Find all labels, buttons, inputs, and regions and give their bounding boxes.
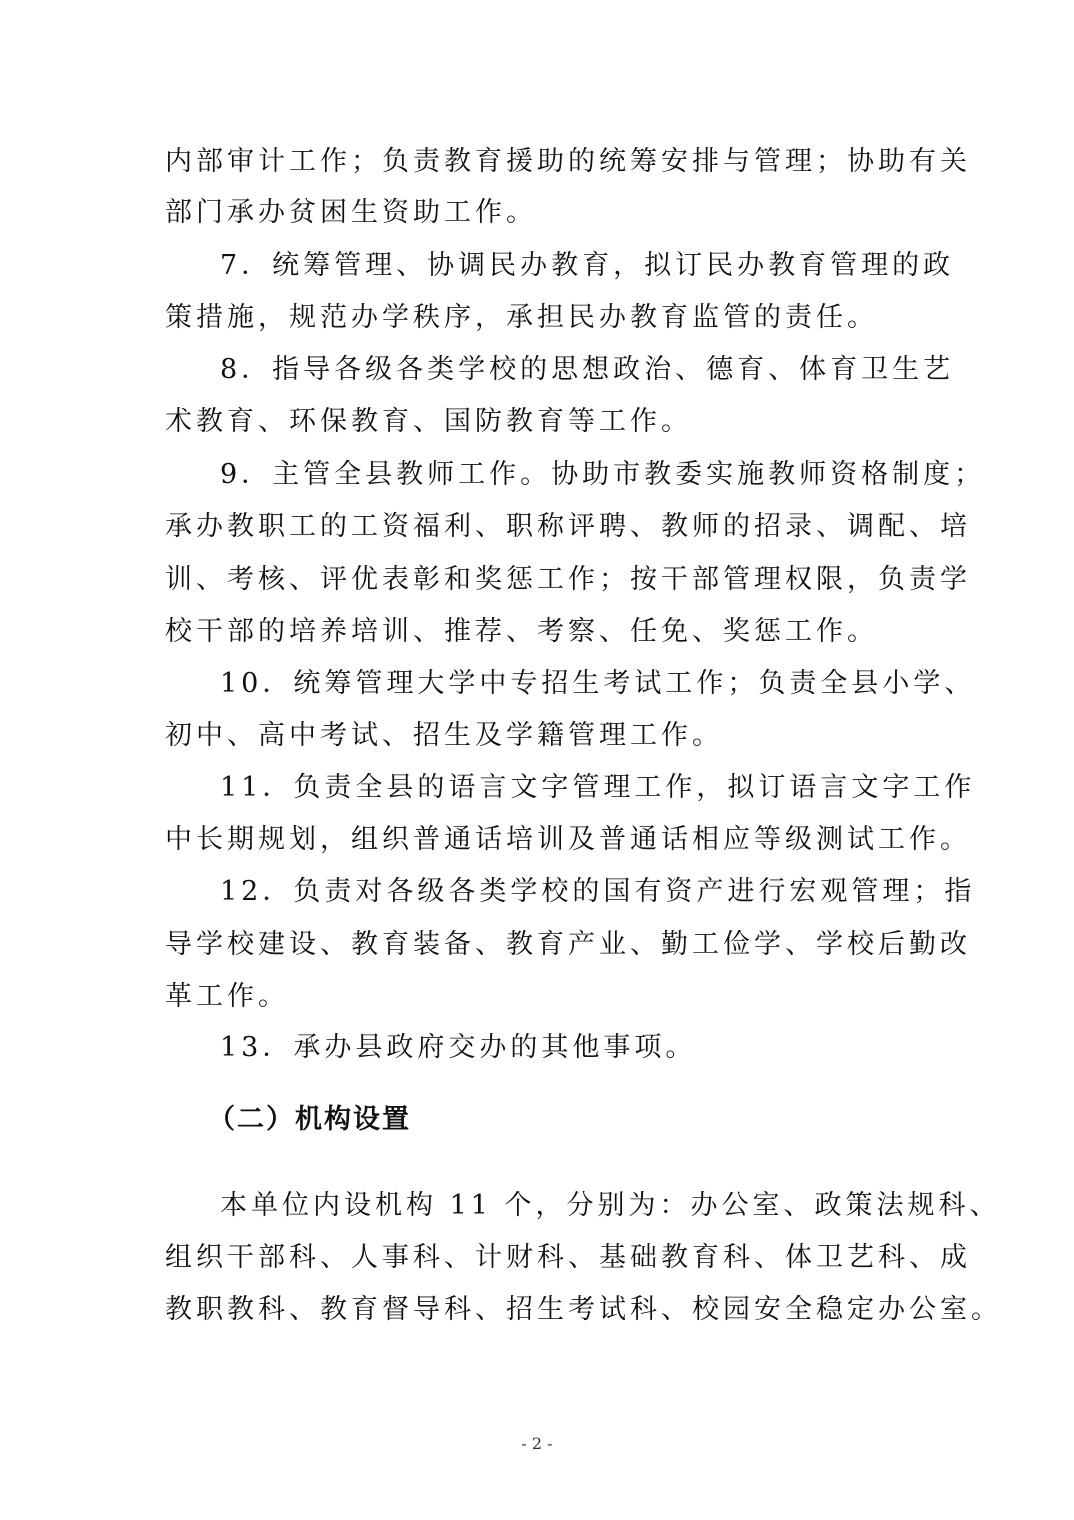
text-line: 教职教科、教育督导科、招生考试科、校园安全稳定办公室。 — [165, 1294, 1002, 1325]
text-line: 9．主管全县教师工作。协助市教委实施教师资格制度； — [220, 459, 986, 490]
text-line: 内部审计工作；负责教育援助的统筹安排与管理；协助有关 — [165, 146, 971, 177]
text-line: 中长期规划，组织普通话培训及普通话相应等级测试工作。 — [165, 824, 971, 855]
text-line: 初中、高中考试、招生及学籍管理工作。 — [165, 720, 723, 751]
text-line: 组织干部科、人事科、计财科、基础教育科、体卫艺科、成 — [165, 1242, 971, 1273]
text-line: 12．负责对各级各类学校的国有资产进行宏观管理；指 — [220, 876, 976, 907]
text-line: 7．统筹管理、协调民办教育，拟订民办教育管理的政 — [220, 250, 955, 281]
text-line: 本单位内设机构 11 个，分别为：办公室、政策法规科、 — [220, 1190, 1001, 1221]
text-line: 部门承办贫困生资助工作。 — [165, 197, 537, 228]
text-line: 13．承办县政府交办的其他事项。 — [220, 1032, 697, 1063]
text-line: 8．指导各级各类学校的思想政治、德育、体育卫生艺 — [220, 354, 955, 385]
text-line: 策措施，规范办学秩序，承担民办教育监管的责任。 — [165, 302, 878, 333]
text-line: 校干部的培养培训、推荐、考察、任免、奖惩工作。 — [165, 616, 878, 647]
text-line: 10．统筹管理大学中专招生考试工作；负责全县小学、 — [220, 668, 976, 699]
page-number: - 2 - — [521, 1434, 553, 1453]
text-line: 术教育、环保教育、国防教育等工作。 — [165, 406, 692, 437]
text-line: 训、考核、评优表彰和奖惩工作；按干部管理权限，负责学 — [165, 564, 971, 595]
text-line: 11．负责全县的语言文字管理工作，拟订语言文字工作 — [220, 772, 976, 803]
text-line: 承办教职工的工资福利、职称评聘、教师的招录、调配、培 — [165, 511, 971, 542]
text-line: 革工作。 — [165, 981, 289, 1012]
text-line: 导学校建设、教育装备、教育产业、勤工俭学、学校后勤改 — [165, 929, 971, 960]
section-heading: （二）机构设置 — [208, 1104, 411, 1135]
